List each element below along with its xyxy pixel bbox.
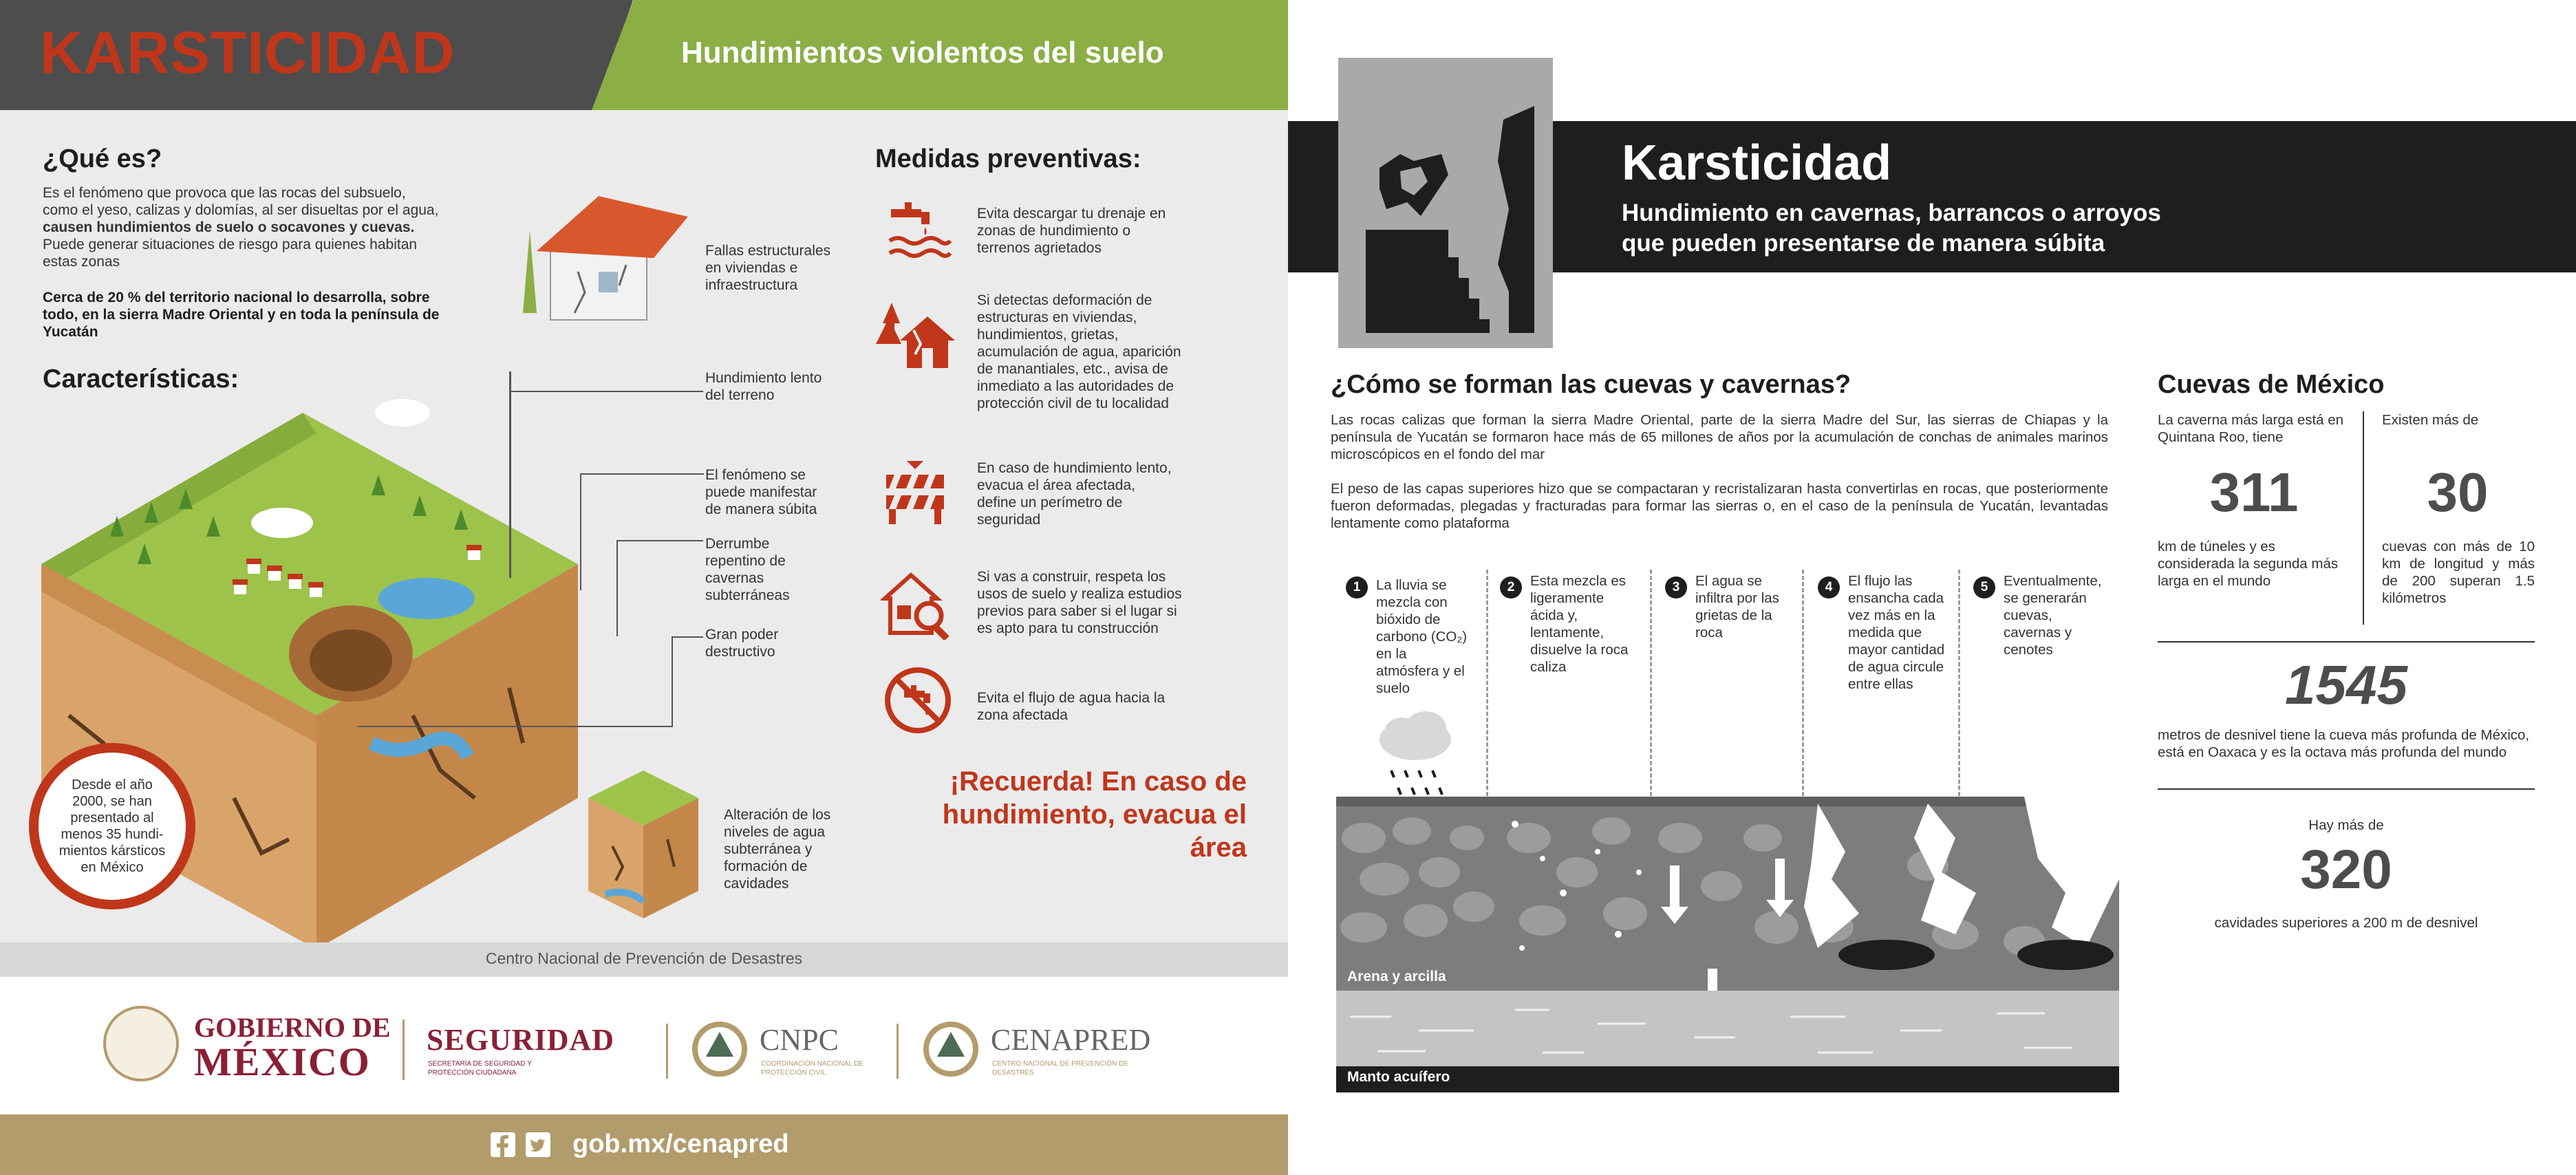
stat-4-text: cavidades superiores a 200 m de desnivel [2214,915,2478,931]
step-text: La lluvia se mezcla con bióxido de carbono (CO₂) en la atmósfera y el suelo [1376,577,1468,696]
facebook-icon[interactable] [491,1132,515,1157]
medida-text: Evita descargar tu drenaje en zonas de hundimiento o terrenos agrietados [977,206,1166,256]
step-number: 5 [1973,576,1995,599]
header-subtitle-2: que pueden presentarse de manera súbita [1622,230,2105,257]
que-es-text-a: Es el fenómeno que provoca que las rocas del subsuelo, como el yeso, calizas y dolomías, al ser disueltas por el agua, [43,185,439,218]
que-es-text-b: causen hundimientos de suelo o socavones y cuevas. [43,219,415,235]
cnpc-triangle-icon [706,1032,733,1057]
step-number: 2 [1500,576,1522,599]
caracteristica-label: Alteración de los niveles de agua subterránea y formación de cavidades [724,807,831,892]
cuevas-divider-vertical [2363,411,2364,625]
stat-3-text: metros de desnivel tiene la cueva más profunda de México, está en Oaxaca y es la octava más profunda del mundo [2158,727,2530,760]
layer-label-arena: Arena y arcilla [1347,969,1446,984]
caracteristicas-heading: Características: [43,365,239,394]
que-es-paragraph [43,184,442,270]
header-subtitle: Hundimientos violentos del suelo [681,36,1164,69]
layer-label-manto: Manto acuífero [1347,1069,1450,1085]
step-number: 1 [1346,576,1368,599]
logo-cenapred: CENAPRED [991,1023,1151,1057]
cenapred-triangle-icon [937,1032,965,1057]
logo-seguridad: SEGURIDAD [427,1023,615,1057]
house-search-icon [881,571,956,640]
mexico-seal-icon [103,1006,179,1081]
cuevas-heading: Cuevas de México [2158,370,2385,399]
cracked-house-illustration [509,175,695,334]
stat-1-intro: La caverna más larga está en Quintana Roo, tiene [2158,412,2344,445]
caracteristica-label: Gran poder destructivo [705,627,779,660]
cuevas-divider-1 [2158,641,2535,643]
recuerda-callout: ¡Recuerda! En caso de hundimiento, evacua el área [942,766,1247,863]
step-text: Esta mezcla es ligeramente ácida y, lentamente, disuelve la roca caliza [1530,573,1629,675]
cave-formation-diagram [1336,797,2119,1092]
collapsed-rock-illustration [1338,58,1553,348]
logo-cnpc: CNPC [760,1023,839,1057]
twitter-icon[interactable] [526,1132,550,1157]
logo-divider [666,1024,668,1079]
como-paragraph-1: Las rocas calizas que forman la sierra Madre Oriental, parte de la sierra Madre del Sur, las sierras de Chiapas y la península de Yucatán se formaron hace más de 65 millones de años por la acumulación de conchas de animales marinos microscópicos en el fondo del mar [1331,412,2108,462]
credit-text: Centro Nacional de Prevención de Desastres [485,949,803,967]
que-es-stat: Cerca de 20 % del territorio nacional lo desarrolla, sobre todo, en la sierra Madre Oriental y en toda la península de Yucatán [43,290,440,340]
stat-1-text: km de túneles y es considerada la segunda más larga en el mundo [2158,539,2339,589]
header-title: KARSTICIDAD [40,20,455,86]
medida-text: Evita el flujo de agua hacia la zona afectada [977,690,1166,723]
caracteristica-label: Fallas estructurales en viviendas e infraestructura [705,243,831,293]
stat-badge-text: Desde el año 2000, se han presentado al menos 35 hundi-mientos kársticos en México [58,777,166,875]
logo-mexico: MÉXICO [194,1039,371,1084]
que-es-text-c: Puede generar situaciones de riesgo para quienes habitan estas zonas [43,237,418,270]
header-subtitle-1: Hundimiento en cavernas, barrancos o arroyos [1622,200,2161,226]
logo-cnpc-sub: COORDINACIÓN NACIONAL DE PROTECCIÓN CIVIL [761,1060,864,1077]
stat-3-number: 1545 [2285,654,2407,715]
medida-text: Si detectas deformación de estructuras en viviendas, hundimientos, grietas, acumulación de agua, aparición de manantiales, etc., avisa de inmediato a las autoridades de protección civil de tu localidad [977,292,1181,411]
stat-1-number: 311 [2209,462,2299,523]
medida-text: En caso de hundimiento lento, evacua el área afectada, define un perímetro de seguridad [977,460,1172,528]
step-number: 3 [1665,576,1687,599]
medidas-heading: Medidas preventivas: [875,144,1141,173]
logo-cenapred-sub: CENTRO NACIONAL DE PREVENCIÓN DE DESASTRES [992,1060,1128,1077]
stat-2-intro: Existen más de [2382,412,2479,428]
stat-4-number: 320 [2300,839,2392,900]
como-paragraph-2: El peso de las capas superiores hizo que se compactaran y recristalizaran hasta convertirlas en rocas, que posteriormente fueron deformadas, plegadas y fracturadas para formar las sierras o, en el caso de la península de Yucatán, levantadas lentamente como plataforma [1331,481,2108,531]
barrier-icon [881,461,949,526]
que-es-heading: ¿Qué es? [43,144,162,173]
medida-text: Si vas a construir, respeta los usos de suelo y realiza estudios previos para saber si el lugar si es apto para tu construcción [977,569,1182,636]
damaged-house-icon [872,303,958,375]
logo-divider [897,1024,899,1079]
cuevas-divider-2 [2158,788,2535,790]
step-text: Eventualmente, se generarán cuevas, cavernas y cenotes [2004,573,2102,658]
no-water-icon [883,666,952,735]
drain-water-icon [884,200,953,261]
logo-gobierno: GOBIERNO DE [194,1012,391,1043]
caracteristica-label: Hundimiento lento del terreno [705,370,822,403]
logo-seguridad-sub: SECRETARÍA DE SEGURIDAD Y PROTECCIÓN CIUDADANA [428,1060,532,1077]
caracteristica-label: El fenómeno se puede manifestar de manera súbita [705,467,817,517]
step-text: El agua se infiltra por las grietas de la roca [1695,573,1779,640]
groundwater-cube-illustration [585,770,702,922]
como-heading: ¿Cómo se forman las cuevas y cavernas? [1331,370,1852,399]
stat-4-intro: Hay más de [2308,817,2384,833]
header-title: Karsticidad [1622,136,1892,191]
step-text: El flujo las ensancha cada vez más en la medida que mayor cantidad de agua circule entre ellas [1848,573,1945,692]
logo-divider [402,1020,405,1080]
stat-2-number: 30 [2427,462,2489,523]
caracteristica-label: Derrumbe repentino de cavernas subterráneas [705,536,790,603]
stat-badge-inner [39,753,186,900]
stat-2-text: cuevas con más de 10 km de longitud y más de 200 superan 1.5 kilómetros [2382,539,2535,606]
step-number: 4 [1818,576,1840,599]
right-page [1288,0,2576,1175]
footer-url[interactable]: gob.mx/cenapred [572,1130,789,1158]
